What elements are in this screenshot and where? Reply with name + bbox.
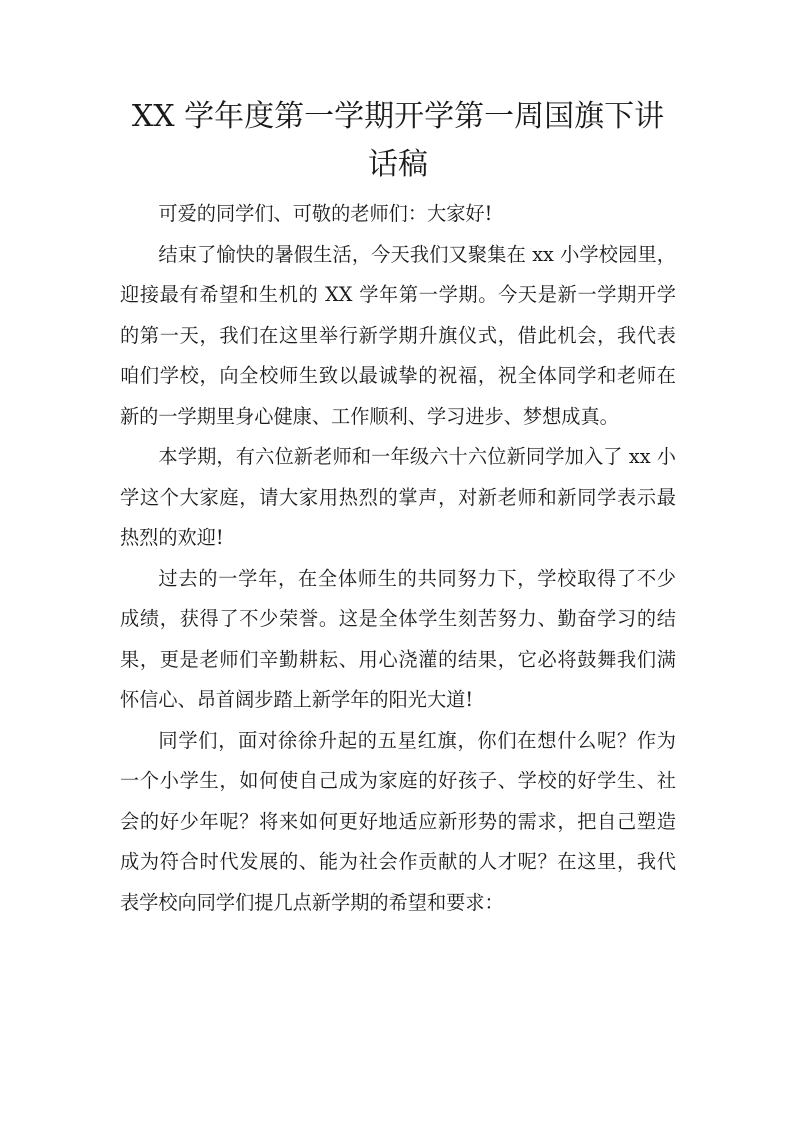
paragraph-questions: 同学们，面对徐徐升起的五星红旗，你们在想什么呢？作为一个小学生，如何使自己成为家庭的好孩子、学校的好学生、社会的好少年呢？将来如何更好地适应新形势的需求，把自己塑造成为符合时代发展的、能为社会作贡献的人才呢？在这里，我代表学校向同学们提几点新学期的希望和要求：: [120, 728, 676, 914]
paragraph-greeting: 可爱的同学们、可敬的老师们：大家好!: [158, 202, 493, 225]
paragraph-achievements: 过去的一学年，在全体师生的共同努力下，学校取得了不少成绩，获得了不少荣誉。这是全体学生刻苦努力、勤奋学习的结果，更是老师们辛勤耕耘、用心浇灌的结果，它必将鼓舞我们满怀信心、昂首阔步踏上新学年的阳光大道!: [120, 566, 676, 711]
paragraph-welcome: 本学期，有六位新老师和一年级六十六位新同学加入了 xx 小学这个大家庭，请大家用热烈的掌声，对新老师和新同学表示最热烈的欢迎!: [120, 445, 676, 549]
paragraph-opening: 结束了愉快的暑假生活，今天我们又聚集在 xx 小学校园里，迎接最有希望和生机的 XX 学年第一学期。今天是新一学期开学的第一天，我们在这里举行新学期升旗仪式，借此机会，我代表咱们学校，向全校师生致以最诚挚的祝福，祝全体同学和老师在新的一学期里身心健康、工作顺利、学习进步、梦想成真。: [120, 242, 676, 428]
document-body: [120, 194, 676, 923]
document-title: XX 学年度第一学期开学第一周国旗下讲话稿: [131, 99, 665, 182]
